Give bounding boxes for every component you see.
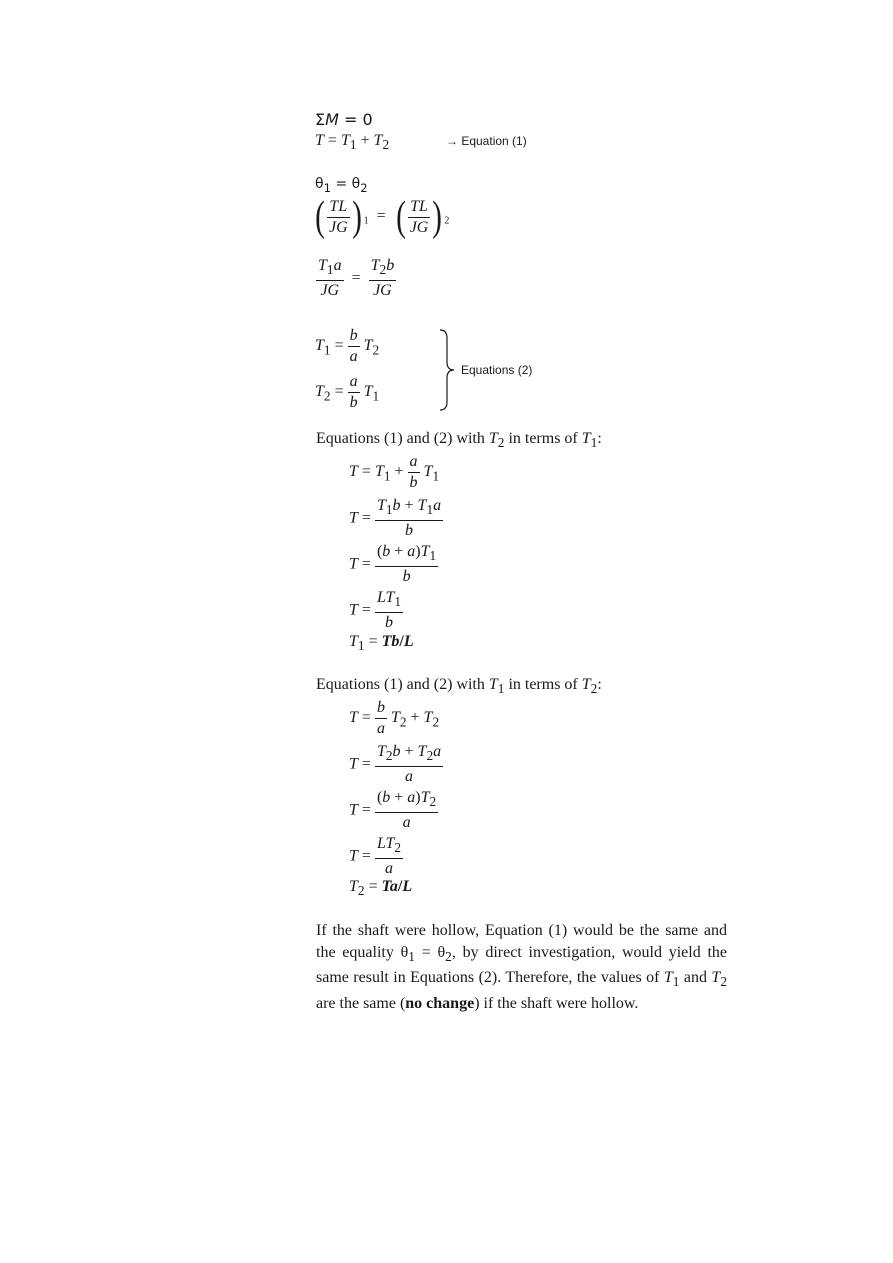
equation-1-label: → Equation (1) [446, 134, 527, 148]
s1-step4: T = $\frac{LT_1}{b}$ [349, 589, 402, 632]
s2-step3: T = $\frac{(b + a)T_2}{a}$ [349, 789, 437, 832]
theta-equality: $\theta_1 = \theta_2$ [315, 176, 368, 195]
s1-result: $T_1 = Tb/L$ [349, 633, 414, 654]
s1-step1: $T = T_1$ + $\frac{a}{b}$ $T_1$ [349, 453, 440, 491]
s2-step2: T = $\frac{T_2b + T_2a}{a}$ [349, 743, 442, 786]
section1-heading: Equations (1) and (2) with $T_2$ in terms of $T_1$: [316, 430, 602, 451]
s2-result: $T_2 = Ta/L$ [349, 878, 413, 899]
equation-1: $T = T_1 + T_2$ [315, 132, 390, 153]
s2-step1: T = $\frac{b}{a}$ $T_2 + T_2$ [349, 699, 440, 737]
s1-step3: T = $\frac{(b + a)T_1}{b}$ [349, 543, 437, 586]
equation-2a: $T_1$ = $\frac{b}{a}$ $T_2$ [315, 327, 380, 365]
curly-brace-icon [438, 328, 458, 412]
equation-2b: $T_2$ = $\frac{a}{b}$ $T_1$ [315, 373, 380, 411]
s2-step4: T = $\frac{LT_2}{a}$ [349, 835, 402, 878]
conclusion-paragraph: If the shaft were hollow, Equation (1) would be the same and the equality $\theta_1 = \theta_2$, by direct investigation, would yield the same result in Equations (2). Therefore, the values of $T_1$ and $T_2$ are the same (no change) if the shaft were hollow. [316, 922, 728, 1012]
s1-step2: T = $\frac{T_1b + T_1a}{b}$ [349, 497, 442, 540]
sum-moments-equation: ΣM = 0 [315, 110, 373, 129]
section2-heading: Equations (1) and (2) with $T_1$ in terms of $T_2$: [316, 676, 602, 697]
twist-equality: ( $\frac{TL}{JG}$ ) 1 = ( $\frac{TL}{JG}$ ) 2 [315, 194, 450, 240]
torque-ratio-equation: $\frac{T_1a}{JG}$ = $\frac{T_2b}{JG}$ [318, 257, 395, 300]
equations-2-label: Equations (2) [461, 363, 533, 377]
